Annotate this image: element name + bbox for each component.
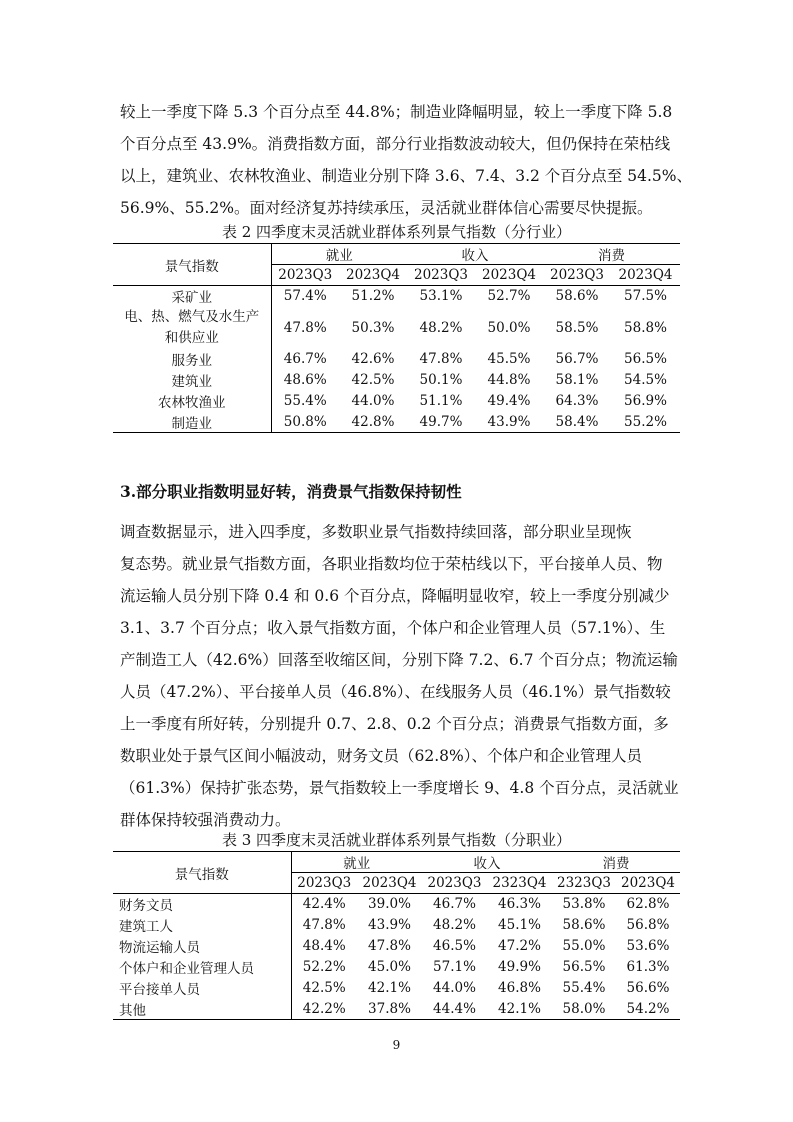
table-cell: 46.8%	[498, 980, 541, 996]
table3-period-header: 2023Q3	[297, 875, 352, 891]
table2-period-header: 2023Q3	[413, 267, 468, 283]
table-cell: 56.8%	[626, 917, 670, 933]
table-cell: 61.3%	[626, 959, 670, 975]
table-cell: 58.6%	[543, 286, 611, 307]
table-cell: 58.4%	[543, 412, 611, 433]
table-cell: 42.1%	[487, 999, 552, 1020]
paragraph-line: 流运输人员分别下降 0.4 和 0.6 个百分点，降幅明显收窄，较上一季度分别减少	[120, 587, 670, 605]
table3-group-header: 收入	[422, 852, 552, 873]
table3-corner-label: 景气指数	[113, 852, 291, 894]
row-label: 制造业	[113, 412, 271, 433]
table-cell: 62.8%	[616, 894, 680, 915]
table-cell: 53.1%	[407, 286, 475, 307]
table-cell: 47.8%	[368, 938, 411, 954]
table-cell: 57.5%	[611, 286, 680, 307]
table3-period-header: 2323Q3	[556, 875, 611, 891]
paragraph-line: 以上，建筑业、农林牧渔业、制造业分别下降 3.6、7.4、3.2 个百分点至 54.5%、	[120, 167, 692, 185]
table-cell: 42.1%	[368, 980, 411, 996]
table-cell: 51.2%	[339, 286, 407, 307]
table-cell: 48.6%	[283, 372, 327, 388]
table-cell: 50.0%	[487, 319, 531, 336]
table-cell: 47.8%	[283, 319, 327, 336]
table2	[113, 243, 680, 433]
table-row	[113, 936, 680, 957]
table-cell: 49.9%	[498, 959, 541, 975]
table-cell: 52.2%	[302, 959, 346, 975]
row-label: 平台接单人员	[113, 978, 291, 999]
table-cell: 53.6%	[626, 938, 670, 954]
table-cell: 58.6%	[562, 917, 606, 933]
table-row	[113, 286, 680, 307]
table2-group-header: 收入	[407, 244, 543, 265]
table-cell: 46.3%	[487, 894, 552, 915]
row-label-line: 电、热、燃气及水生产	[124, 308, 260, 325]
table3-period-header: 2023Q4	[362, 875, 417, 891]
table-cell: 45.5%	[487, 351, 531, 367]
table-cell: 44.4%	[422, 999, 487, 1020]
row-label: 财务文员	[113, 894, 291, 915]
table-cell: 55.0%	[562, 938, 606, 954]
table2-period-header: 2023Q3	[549, 267, 604, 283]
table-cell: 51.1%	[419, 393, 463, 409]
table-cell: 55.4%	[562, 980, 606, 996]
table-row	[113, 370, 680, 391]
table-cell: 58.1%	[555, 372, 599, 388]
table2-period-header: 2023Q4	[345, 267, 400, 283]
paragraph-line: 产制造工人（42.6%）回落至收缩区间，分别下降 7.2、6.7 个百分点；物流运输	[120, 651, 678, 669]
row-label: 农林牧渔业	[113, 391, 271, 412]
table-cell: 53.8%	[552, 894, 616, 915]
page-number: 9	[392, 1038, 401, 1052]
paragraph-line: 数职业处于景气区间小幅波动，财务文员（62.8%）、个体户和企业管理人员	[120, 747, 642, 765]
paragraph-line: 人员（47.2%）、平台接单人员（46.8%）、在线服务人员（46.1%）景气指数较	[120, 683, 671, 701]
table-row	[113, 915, 680, 936]
table-row	[113, 349, 680, 370]
paragraph-line: 56.9%、55.2%。面对经济复苏持续承压，灵活就业群体信心需要尽快提振。	[120, 199, 653, 217]
table-cell: 44.0%	[351, 393, 395, 409]
table2-group-header: 消费	[543, 244, 680, 265]
table-cell: 56.7%	[555, 351, 599, 367]
row-label: 物流运输人员	[113, 936, 291, 957]
table-cell: 49.4%	[487, 393, 531, 409]
table2-group-header: 就业	[271, 244, 407, 265]
table-cell: 56.6%	[626, 980, 670, 996]
table-cell: 56.5%	[562, 959, 606, 975]
table2-caption: 表 2 四季度末灵活就业群体系列景气指数（分行业）	[221, 223, 572, 241]
table-row	[113, 307, 680, 349]
table-cell: 43.9%	[368, 917, 411, 933]
table3-period-header: 2023Q3	[427, 875, 482, 891]
paragraph-line: 复态势。就业景气指数方面，各职业指数均位于荣枯线以下，平台接单人员、物	[120, 555, 663, 573]
table3-group-header: 就业	[291, 852, 422, 873]
table-cell: 48.2%	[419, 319, 463, 336]
paragraph-line: 上一季度有所好转，分别提升 0.7、2.8、0.2 个百分点；消费景气指数方面，多	[120, 715, 669, 733]
table-cell: 57.4%	[271, 286, 339, 307]
table-cell: 55.4%	[283, 393, 327, 409]
table2-period-header: 2023Q4	[481, 267, 536, 283]
table-cell: 57.1%	[433, 959, 476, 975]
table-cell: 43.9%	[475, 412, 543, 433]
row-label	[113, 307, 271, 349]
table-cell: 46.7%	[422, 894, 487, 915]
table-cell: 42.4%	[291, 894, 357, 915]
table-cell: 64.3%	[555, 393, 599, 409]
paragraph-line: 调查数据显示，进入四季度，多数职业景气指数持续回落，部分职业呈现恢	[120, 523, 632, 541]
table-cell: 54.2%	[616, 999, 680, 1020]
table-cell: 47.8%	[302, 917, 346, 933]
table-cell: 44.0%	[433, 980, 476, 996]
paragraph-line: 个百分点至 43.9%。消费指数方面，部分行业指数波动较大，但仍保持在荣枯线	[120, 135, 671, 153]
table-cell: 47.2%	[498, 938, 541, 954]
table-cell: 42.5%	[302, 980, 346, 996]
table-row	[113, 894, 680, 915]
table-cell: 58.8%	[624, 319, 667, 336]
table2-corner-label: 景气指数	[113, 244, 271, 286]
table3-group-header: 消费	[552, 852, 680, 873]
table3-period-header: 2323Q4	[492, 875, 547, 891]
table-cell: 45.0%	[368, 959, 411, 975]
paragraph-line: 3.1、3.7 个百分点；收入景气指数方面，个体户和企业管理人员（57.1%）、生	[120, 619, 666, 637]
section-heading: 3.部分职业指数明显好转，消费景气指数保持韧性	[120, 482, 462, 501]
table-row	[113, 957, 680, 978]
table-cell: 58.5%	[555, 319, 599, 336]
table-cell: 49.7%	[407, 412, 475, 433]
table-row	[113, 391, 680, 412]
table-cell: 42.5%	[351, 372, 395, 388]
table-cell: 45.1%	[498, 917, 541, 933]
table-cell: 54.5%	[624, 372, 667, 388]
row-label: 建筑业	[113, 370, 271, 391]
table-cell: 42.8%	[339, 412, 407, 433]
table-cell: 56.9%	[624, 393, 667, 409]
table-cell: 42.2%	[291, 999, 357, 1020]
table-cell: 48.2%	[433, 917, 476, 933]
table-row	[113, 978, 680, 999]
table-cell: 55.2%	[611, 412, 680, 433]
table2-period-header: 2023Q4	[618, 267, 673, 283]
table-cell: 52.7%	[475, 286, 543, 307]
table-cell: 46.5%	[433, 938, 476, 954]
row-label: 服务业	[113, 349, 271, 370]
row-label: 建筑工人	[113, 915, 291, 936]
table-row	[113, 412, 680, 433]
table2-group-header-row	[113, 244, 680, 265]
table3-caption: 表 3 四季度末灵活就业群体系列景气指数（分职业）	[221, 831, 572, 849]
table-cell: 50.1%	[419, 372, 463, 388]
table-cell: 50.3%	[351, 319, 395, 336]
table3-group-header-row	[113, 852, 680, 873]
table-cell: 48.4%	[302, 938, 346, 954]
table3	[113, 851, 680, 1020]
table-cell: 39.0%	[357, 894, 422, 915]
table-cell: 56.5%	[624, 351, 667, 367]
row-label: 采矿业	[113, 286, 271, 307]
table-row	[113, 999, 680, 1020]
table-cell: 44.8%	[487, 372, 531, 388]
paragraph-line: 较上一季度下降 5.3 个百分点至 44.8%；制造业降幅明显，较上一季度下降 5.8	[120, 103, 673, 121]
row-label: 其他	[113, 999, 291, 1020]
paragraph-line: 群体保持较强消费动力。	[120, 811, 291, 829]
table-cell: 42.6%	[351, 351, 395, 367]
table-cell: 37.8%	[357, 999, 422, 1020]
table-cell: 50.8%	[271, 412, 339, 433]
row-label: 个体户和企业管理人员	[113, 957, 291, 978]
table3-period-header: 2023Q4	[620, 875, 675, 891]
row-label-line: 和供应业	[164, 329, 219, 346]
table2-period-header: 2023Q3	[278, 267, 333, 283]
paragraph-line: （61.3%）保持扩张态势，景气指数较上一季度增长 9、4.8 个百分点，灵活就业	[120, 779, 679, 797]
table-cell: 47.8%	[419, 351, 463, 367]
table-cell: 58.0%	[552, 999, 616, 1020]
table-cell: 46.7%	[283, 351, 327, 367]
